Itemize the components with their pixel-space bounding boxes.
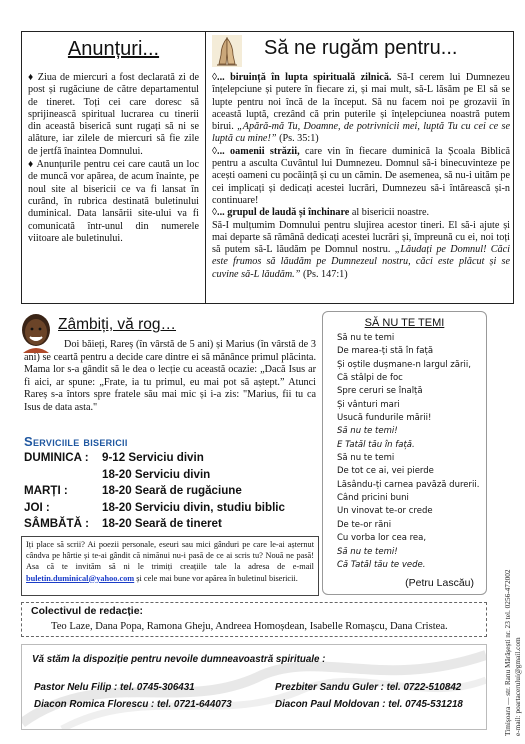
contacts-box xyxy=(21,644,487,730)
contact-deacon-florescu: Diacon Romica Florescu : tel. 0721-644073 xyxy=(34,699,232,710)
write-in-text: Iți place să scrii? Ai poezii personale, eseuri sau mici gânduri pe care le-ai așternut cândva pe hârtie și te-ai gândit că nimănui nu-i pasă de ce ai scris tu? Nouă ne pasă! Asa că te invităm să ni le trimiți creațiile tale la adresa de e-mail buletin.duminical@yahoo.com și cele mai bune vor apărea în buletinul bisericii. xyxy=(26,540,314,583)
poem-line: De te-or răni xyxy=(337,519,392,530)
poem-line: Și vânturi mari xyxy=(337,399,400,410)
prayer-title: Să ne rugăm pentru... xyxy=(264,37,458,59)
poem-line: Că stâlpi de foc xyxy=(337,373,403,384)
announcement-item: ♦ Ziua de miercuri a fost declarată zi de post și rugăciune de către departamentul de tineret. Toți cei care doresc să sprijinească spiritual lucrarea cu tinerii din această biserică sunt rugați să ni se alăture, iar zilele de miercuri să fie zile de jertfă înaintea Domnului. xyxy=(28,72,199,157)
contact-pastor: Pastor Nelu Filip : tel. 0745-306431 xyxy=(34,682,195,693)
poem-line: Cu vorba lor cea rea, xyxy=(337,533,427,544)
poem-line: Spre ceruri se înalță xyxy=(337,386,423,397)
poem-line: Să nu te temi! xyxy=(337,546,398,557)
smile-title: Zâmbiți, vă rog… xyxy=(58,316,177,333)
prayer-item: ◊... grupul de laudă și închinare al bisericii noastre. xyxy=(212,207,430,219)
poem-lines xyxy=(337,332,479,572)
poem-line: Când pricini buni xyxy=(337,493,409,504)
contact-deacon-moldovan: Diacon Paul Moldovan : tel. 0745-531218 xyxy=(275,699,463,710)
editorial-names: Teo Laze, Dana Popa, Ramona Gheju, Andreea Homoșdean, Isabelle Romașcu, Dana Cristea. xyxy=(51,621,448,632)
service-row: JOI : 18-20 Serviciu divin, studiu biblic xyxy=(24,500,285,514)
poem-line: Usucă fundurile mării! xyxy=(337,413,432,424)
poem-box xyxy=(322,311,487,595)
prayer-box xyxy=(205,31,514,304)
prayer-item: ◊... oamenii străzii, care vin în fiecare duminică la Școala Biblică pentru a asculta Cuvântul lui Dumnezeu. Domnul să-i binecuvinteze pe acești oameni cu pocăință și cu un cămin. De asemenea, să nu-i uităm pe cei implicați și dedicați acestei lucrări, Dumnezeu să-i întărească și-n continuare! xyxy=(212,145,510,206)
announcements-list xyxy=(28,72,199,246)
poem-line: Lăsându-ți carnea pavăză durerii. xyxy=(337,479,480,490)
announcements-box xyxy=(21,31,206,304)
prayer-item: Să-I mulțumim Domnului pentru slujirea acestor tineri. El să-i ajute și mai departe să rămână dedicați acestei lucrări și, împreună cu ei, noi toți să putem să-L lăudăm pe Domnul nostru. „Lăudați pe Domnul! Căci este frumos să lăudăm pe Dumnezeul nostru, căci este plăcut și se cuvine să-L lăudăm.” (Ps. 147:1) xyxy=(212,219,510,280)
poem-line: Că Tatăl tău te vede. xyxy=(337,559,426,570)
poem-line: Să nu te temi xyxy=(337,453,395,464)
service-row: SÂMBĂTĂ : 18-20 Seară de tineret xyxy=(24,517,222,530)
poem-title: SĂ NU TE TEMI xyxy=(364,317,445,329)
poem-author: (Petru Lascău) xyxy=(405,577,474,589)
poem-line: De tot ce ai, vei pierde xyxy=(337,466,434,477)
poem-line: De marea-ți stă în față xyxy=(337,346,434,357)
contacts-intro: Vă stăm la dispoziție pentru nevoile dumneavoastră spirituale : xyxy=(32,654,326,665)
prayer-text xyxy=(212,72,510,281)
service-row: MARȚI : 18-20 Seară de rugăciune xyxy=(24,484,242,497)
email-link[interactable]: buletin.duminical@yahoo.com xyxy=(26,573,135,583)
services-schedule xyxy=(24,450,324,533)
poem-line: Să nu te temi! xyxy=(337,426,398,437)
side-address xyxy=(503,520,523,736)
prayer-item: ◊... biruință în lupta spirituală zilnică. Să-I cerem lui Dumnezeu înțelepciune și putere în fiecare zi, și mai mult, să-L lăsăm pe El să se lupte pentru noi încă de la început. Să nu facem noi pe grozavii în această luptă, crezând că prin puterile și înțelepciunea noastră putem birui. „Apără-mă Tu, Doamne, de potrivnicii mei, luptă Tu cu cei ce se luptă cu mine!” (Ps. 35:1) xyxy=(212,72,510,145)
announcement-item: ♦ Anunțurile pentru cei care caută un loc de muncă vor apărea, de acum înainte, pe noul site al bisericii ce va fi lansat în curând, în rubrica destinată buletinului duminical. Data lansării site-ului va fi comunicată într-unul din numerele viitoare ale buletinului. xyxy=(28,159,200,244)
editorial-box xyxy=(21,602,487,637)
service-row: 18-20 Serviciu divin xyxy=(102,467,211,481)
services-title: Serviciile bisericii xyxy=(24,434,128,449)
side-address-text: Timișoara — str. Ranu Mărășești nr. 23 tel. 0256-472002 e-mail: poartacerului@gmail.com xyxy=(503,569,522,736)
smile-text: Doi băieți, Rareș (în vârstă de 5 ani) și Marius (în vârstă de 3 ani) se ceartă pentru a decide care dintre ei să mănânce primul plăcinta. Mama lor s-a gândit să le dea o lecție cu această ocazie: „Dacă Isus ar fi aici, ar spune: „Frate, ia tu primul, eu mai pot să aștept.” Atunci Rareș s-a întors spre fratele său mai mic și i-a zis: "Marius, fii tu ca Isus de data asta." xyxy=(24,339,316,413)
announcements-title: Anunțuri... xyxy=(67,38,160,60)
write-in-box xyxy=(21,536,319,596)
poem-line: Un vinovat te-or crede xyxy=(337,506,433,517)
poem-line: Și oștile dușmane-n largul zării, xyxy=(337,359,471,370)
poem-line: E Tatăl tău în față. xyxy=(337,439,415,450)
editorial-title: Colectivul de redacție: xyxy=(31,605,144,617)
service-row: DUMINICA : 9-12 Serviciu divin xyxy=(24,451,204,464)
poem-line: Să nu te temi xyxy=(337,333,395,343)
praying-hands-icon xyxy=(212,35,242,67)
contact-presbyter: Prezbiter Sandu Guler : tel. 0722-510842 xyxy=(275,682,462,693)
